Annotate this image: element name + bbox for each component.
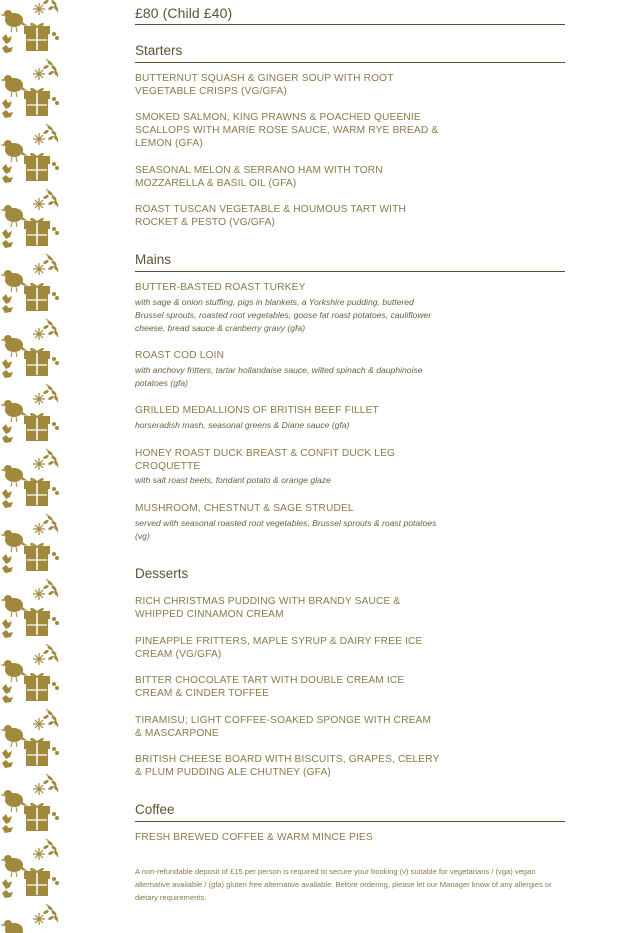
festive-border — [0, 0, 62, 933]
dessert-item: PINEAPPLE FRITTERS, MAPLE SYRUP & DAIRY FREE ICE CREAM (VG/GFA) — [135, 636, 423, 660]
divider — [135, 24, 565, 25]
main-item-description: with anchovy fritters, tartar hollandaise sauce, wilted spinach & dauphinoise potatoes (gfa) — [135, 365, 423, 388]
main-item-name: HONEY ROAST DUCK BREAST & CONFIT DUCK LEG CROQUETTE — [135, 448, 396, 472]
main-item-name: MUSHROOM, CHESTNUT & SAGE STRUDEL — [135, 503, 354, 514]
starter-item: SMOKED SALMON, KING PRAWNS & POACHED QUEENIE SCALLOPS WITH MARIE ROSE SAUCE, WARM RYE BREAD & LEMON (GFA) — [135, 112, 439, 149]
footnote: A non-refundable deposit of £15 per person is required to secure your booking (v) suitable for vegetarians / (vga) vegan alternative available / (gfa) gluten free alternative available. Before ordering, please let our Manager know of any allergies or dietary requirements. — [135, 867, 552, 902]
dessert-item: BITTER CHOCOLATE TART WITH DOUBLE CREAM ICE CREAM & CINDER TOFFEE — [135, 675, 405, 699]
main-item-name: ROAST COD LOIN — [135, 350, 225, 361]
main-item-description: horseradish mash, seasonal greens & Diane sauce (gfa) — [135, 420, 350, 430]
main-item-description: served with seasonal roasted root vegetables, Brussel sprouts & roast potatoes (vg) — [135, 518, 437, 541]
dessert-item: RICH CHRISTMAS PUDDING WITH BRANDY SAUCE & WHIPPED CINNAMON CREAM — [135, 596, 401, 620]
dessert-item: TIRAMISU; LIGHT COFFEE-SOAKED SPONGE WITH CREAM & MASCARPONE — [135, 715, 432, 739]
section-title-mains: Mains — [135, 252, 172, 267]
divider — [135, 62, 565, 63]
main-item-name: GRILLED MEDALLIONS OF BRITISH BEEF FILLET — [135, 405, 379, 416]
main-item-name: BUTTER-BASTED ROAST TURKEY — [135, 282, 306, 293]
section-title-starters: Starters — [135, 43, 183, 58]
coffee-item: FRESH BREWED COFFEE & WARM MINCE PIES — [135, 832, 373, 843]
starter-item: SEASONAL MELON & SERRANO HAM WITH TORN MOZZARELLA & BASIL OIL (GFA) — [135, 165, 383, 189]
divider — [135, 821, 565, 822]
main-item-description: with salt roast beets, fondant potato & orange glaze — [135, 475, 331, 485]
divider — [135, 271, 565, 272]
starter-item: ROAST TUSCAN VEGETABLE & HOUMOUS TART WITH ROCKET & PESTO (VG/GFA) — [135, 204, 407, 228]
section-title-coffee: Coffee — [135, 802, 175, 817]
starter-item: BUTTERNUT SQUASH & GINGER SOUP WITH ROOT VEGETABLE CRISPS (VG/GFA) — [135, 73, 394, 97]
dessert-item: BRITISH CHEESE BOARD WITH BISCUITS, GRAPES, CELERY & PLUM PUDDING ALE CHUTNEY (GFA) — [135, 754, 440, 778]
main-item-description: with sage & onion stuffing, pigs in blankets, a Yorkshire pudding, buttered Brussel sprouts, roasted root vegetables, goose fat roast potatoes, cauliflower cheese, bread sauce & cranberry gravy (gfa) — [135, 297, 432, 333]
section-title-desserts: Desserts — [135, 566, 189, 581]
menu-price: £80 (Child £40) — [135, 5, 233, 21]
